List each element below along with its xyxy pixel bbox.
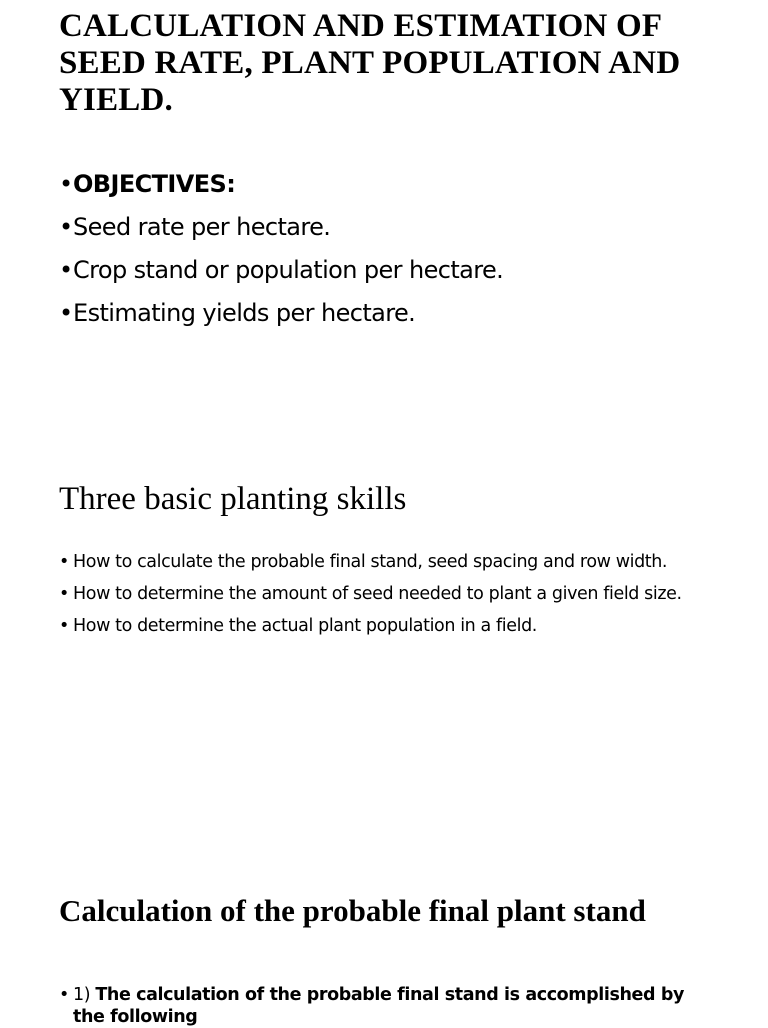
list-item: [59, 614, 719, 638]
skills-list: [59, 550, 719, 646]
item-number: 1): [73, 985, 91, 1005]
bullet: •: [59, 985, 69, 1005]
list-item-text: The calculation of the probable final stand is accomplished by the following: [73, 985, 684, 1027]
list-item-text: Crop stand or population per hectare.: [73, 256, 504, 284]
bullet: •: [59, 213, 73, 241]
list-item-text: How to determine the actual plant population in a field.: [73, 616, 537, 636]
bullet: •: [59, 616, 69, 636]
list-item: [59, 582, 719, 606]
list-item: [59, 550, 719, 574]
bullet: •: [59, 170, 73, 198]
slide-title: Calculation of the probable final plant stand: [59, 893, 646, 928]
list-item: [59, 292, 503, 335]
slide-objectives: [0, 0, 768, 420]
slide-title: Three basic planting skills: [59, 481, 407, 517]
bullet: •: [59, 552, 69, 572]
list-item-text: How to calculate the probable final stand, seed spacing and row width.: [73, 552, 668, 572]
bullet: •: [59, 256, 73, 284]
slide-final-stand: [0, 890, 768, 1027]
list-item-text: Estimating yields per hectare.: [73, 299, 416, 327]
objectives-list: [59, 163, 503, 335]
list-item: [59, 206, 503, 249]
bullet: •: [59, 584, 69, 604]
list-item-text: How to determine the amount of seed needed to plant a given field size.: [73, 584, 682, 604]
objectives-heading-item: [59, 163, 503, 206]
list-item: [59, 984, 719, 1028]
list-item-text: Seed rate per hectare.: [73, 213, 331, 241]
list-item: [59, 249, 503, 292]
bullet: •: [59, 299, 73, 327]
slide-planting-skills: [0, 470, 768, 850]
calculation-list: [59, 984, 719, 1028]
slide-title: CALCULATION AND ESTIMATION OF SEED RATE, PLANT POPULATION AND YIELD.: [59, 8, 681, 118]
objectives-heading: OBJECTIVES:: [73, 170, 236, 198]
